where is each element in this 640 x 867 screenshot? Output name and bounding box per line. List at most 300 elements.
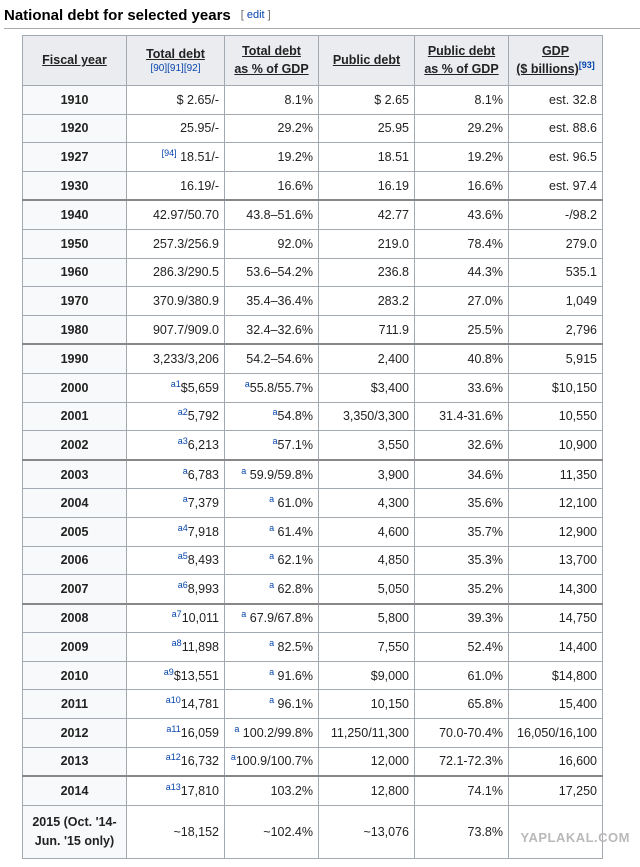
cell-value: 1,049 [565,293,597,308]
cell-value: 43.8–51.6% [246,208,313,223]
cell-total-debt [127,114,225,143]
cell-value: 74.1% [467,784,503,799]
cell-value: 3,350/3,300 [342,409,409,424]
table-row [23,661,603,690]
cell-total-debt-pct [225,633,319,662]
cell-value: 13,700 [558,553,597,568]
table-row [23,287,603,316]
cell-public-debt [319,373,415,402]
cell-value: 42.77 [377,208,409,223]
cell-gdp [509,575,603,604]
cell-gdp [509,431,603,460]
cell-total-debt [127,604,225,633]
footnote-ref[interactable]: a [269,493,275,504]
cell-value: 6,783 [187,467,219,482]
footnote-ref[interactable]: a1 [170,378,181,389]
cell-value: 100.9/100.7% [235,754,313,769]
footnote-ref[interactable]: a9 [163,666,174,677]
cell-total-debt [127,315,225,344]
cell-value: 2003 [60,467,89,482]
cell-public-debt-pct [415,604,509,633]
cell-total-debt [127,171,225,200]
footnote-ref[interactable]: a5 [177,551,188,562]
edit-link[interactable]: edit [246,9,265,21]
header-row [23,36,603,86]
cell-public-debt [319,86,415,115]
cell-total-debt-pct [225,86,319,115]
cell-value: 67.9/67.8% [246,611,313,626]
cell-total-debt-pct [225,344,319,373]
cell-value: 4,600 [377,524,409,539]
cell-value: 65.8% [467,697,503,712]
cell-public-debt-pct [415,114,509,143]
table-row [23,546,603,575]
cell-total-debt-pct [225,143,319,172]
cell-total-debt [127,776,225,805]
cell-total-debt-pct [225,690,319,719]
cell-value: 1910 [60,92,89,107]
cell-total-debt-pct [225,719,319,748]
cell-value: 14,400 [558,640,597,655]
cell-total-debt [127,805,225,858]
cell-value: 219.0 [377,236,409,251]
footnote-ref[interactable]: a [269,666,275,677]
cell-value: 8.1% [474,92,503,107]
cell-total-debt-pct [225,402,319,431]
watermark: YAPLAKAL.COM [520,830,630,845]
cell-value: 61.0% [274,496,313,511]
cell-total-debt [127,229,225,258]
cell-public-debt [319,604,415,633]
cell-value: 16,059 [180,725,219,740]
cell-total-debt [127,344,225,373]
cell-value: 3,233/3,206 [152,352,219,367]
cell-fiscal-year [23,633,127,662]
cell-public-debt-pct [415,690,509,719]
cell-value: 29.2% [467,121,503,136]
cell-value: 82.5% [274,640,313,655]
cell-value: 17,250 [558,784,597,799]
cell-value: 27.0% [467,293,503,308]
cell-value: 18.51 [377,149,409,164]
cell-gdp [509,258,603,287]
footnote-ref[interactable]: a [269,637,275,648]
cell-total-debt-pct [225,489,319,518]
cell-value: 907.7/909.0 [152,322,219,337]
table-row [23,575,603,604]
cell-value: 2010 [60,668,89,683]
cell-value: 70.0-70.4% [439,725,503,740]
cell-fiscal-year [23,86,127,115]
cell-value: 1990 [60,352,89,367]
cell-gdp [509,719,603,748]
cell-gdp [509,114,603,143]
cell-total-debt [127,200,225,229]
cell-fiscal-year [23,690,127,719]
col-total-debt[interactable]: Total debt [90][91][92] [127,36,225,86]
cell-fiscal-year [23,344,127,373]
cell-public-debt [319,143,415,172]
cell-gdp [509,661,603,690]
cell-public-debt [319,114,415,143]
cell-public-debt-pct [415,747,509,776]
cell-value: 5,915 [565,352,597,367]
cell-public-debt [319,719,415,748]
cell-public-debt [319,200,415,229]
table-row [23,200,603,229]
cell-fiscal-year [23,747,127,776]
cell-public-debt-pct [415,229,509,258]
cell-value: 35.6% [467,496,503,511]
cell-public-debt-pct [415,460,509,489]
cell-value: 53.6–54.2% [246,265,313,280]
cell-gdp [509,402,603,431]
cell-value: 12,100 [558,496,597,511]
cell-total-debt-pct [225,575,319,604]
cell-gdp [509,546,603,575]
cell-public-debt-pct [415,200,509,229]
cell-value: 34.6% [467,467,503,482]
cell-fiscal-year [23,546,127,575]
col-total-debt-pct[interactable]: Total debt as % of GDP [225,36,319,86]
cell-total-debt [127,489,225,518]
cell-value: 2012 [60,725,89,740]
header-ref[interactable]: [93] [578,59,595,70]
cell-total-debt-pct [225,258,319,287]
table-row [23,690,603,719]
cell-total-debt [127,575,225,604]
cell-value: 103.2% [270,784,313,799]
cell-public-debt-pct [415,719,509,748]
cell-value: 16.19/- [180,178,219,193]
footnote-ref[interactable]: a [241,465,247,476]
cell-value: 14,750 [558,611,597,626]
cell-value: 11,250/11,300 [330,725,409,740]
col-public-debt-pct[interactable]: Public debt as % of GDP [415,36,509,86]
cell-gdp [509,200,603,229]
cell-value: 100.2/99.8% [239,725,313,740]
header-refs[interactable]: [90][91][92] [150,63,201,75]
footnote-ref[interactable]: a [269,551,275,562]
cell-total-debt-pct [225,373,319,402]
cell-value: 2001 [60,409,89,424]
section-heading [4,0,271,30]
cell-total-debt-pct [225,517,319,546]
cell-value: $9,000 [370,668,409,683]
cell-fiscal-year [23,489,127,518]
cell-public-debt [319,460,415,489]
cell-total-debt-pct [225,171,319,200]
cell-value: 54.2–54.6% [246,352,313,367]
footnote-ref[interactable]: a [269,695,275,706]
table-row [23,344,603,373]
cell-fiscal-year [23,661,127,690]
cell-fiscal-year [23,114,127,143]
cell-value: 40.8% [467,352,503,367]
footnote-ref[interactable]: a7 [171,609,182,620]
cell-gdp [509,460,603,489]
table-row [23,258,603,287]
cell-value: 286.3/290.5 [152,265,219,280]
col-public-debt[interactable]: Public debt [319,36,415,86]
cell-value: 257.3/256.9 [152,236,219,251]
section-title: National debt for selected years [4,6,231,24]
cell-value: ~18,152 [173,824,219,839]
cell-value: 1960 [60,265,89,280]
cell-gdp [509,633,603,662]
cell-fiscal-year [23,776,127,805]
cell-total-debt [127,661,225,690]
cell-total-debt [127,143,225,172]
cell-value: 29.2% [277,121,313,136]
cell-value: 2,796 [565,322,597,337]
cell-value: 16,050/16,100 [517,725,597,740]
table-row [23,171,603,200]
cell-value: 59.9/59.8% [246,467,313,482]
footnote-ref[interactable]: a10 [165,695,181,706]
cell-value: 16,732 [180,754,219,769]
footnote-ref[interactable]: a [272,435,278,446]
cell-gdp [509,690,603,719]
cell-value: 73.8% [467,824,503,839]
footnote-ref[interactable]: a3 [177,435,188,446]
cell-value: 5,792 [187,409,219,424]
cell-fiscal-year [23,143,127,172]
footnote-ref[interactable]: a11 [166,723,181,734]
cell-gdp [509,373,603,402]
cell-value: 54.8% [277,409,313,424]
cell-value: 14,781 [180,697,219,712]
edit-section: [ edit ] [240,9,271,21]
cell-total-debt-pct [225,546,319,575]
cell-total-debt [127,373,225,402]
cell-value: 55.8/55.7% [249,380,313,395]
cell-total-debt-pct [225,114,319,143]
cell-value: 52.4% [467,640,503,655]
cell-value: 10,150 [370,697,409,712]
cell-value: $ 2.65/- [176,92,219,107]
cell-value: 2008 [60,611,89,626]
cell-total-debt [127,546,225,575]
col-gdp[interactable]: GDP ($ billions)[93] [509,36,603,86]
cell-public-debt-pct [415,633,509,662]
table-row [23,633,603,662]
footnote-ref[interactable]: a [272,407,278,418]
cell-value: 57.1% [277,437,313,452]
cell-fiscal-year [23,517,127,546]
cell-value: 25.95 [377,121,409,136]
cell-value: 236.8 [377,265,409,280]
table-row [23,431,603,460]
cell-public-debt-pct [415,776,509,805]
cell-total-debt [127,431,225,460]
cell-value: 18.51/- [176,149,219,164]
footnote-ref[interactable]: a [230,752,236,763]
cell-value: 1980 [60,322,89,337]
cell-value: 39.3% [467,611,503,626]
cell-fiscal-year [23,460,127,489]
footnote-ref[interactable]: a [269,522,275,533]
footnote-ref[interactable]: a [182,493,188,504]
cell-value: 2013 [60,754,89,769]
cell-gdp [509,747,603,776]
cell-value: 7,550 [377,640,409,655]
cell-gdp [509,287,603,316]
col-fiscal-year[interactable]: Fiscal year [23,36,127,86]
cell-value: 14,300 [558,581,597,596]
national-debt-table [22,35,603,859]
cell-gdp [509,229,603,258]
cell-public-debt [319,661,415,690]
cell-value: 2000 [60,380,89,395]
cell-fiscal-year [23,200,127,229]
cell-public-debt [319,805,415,858]
cell-value: 16.19 [377,178,409,193]
footnote-ref[interactable]: a [234,723,240,734]
cell-public-debt-pct [415,373,509,402]
cell-public-debt [319,229,415,258]
table-row [23,747,603,776]
cell-public-debt [319,489,415,518]
cell-public-debt-pct [415,517,509,546]
cell-total-debt-pct [225,776,319,805]
cell-total-debt-pct [225,431,319,460]
cell-fiscal-year [23,315,127,344]
cell-value: 7,379 [187,496,219,511]
cell-total-debt-pct [225,661,319,690]
table-row [23,489,603,518]
footnote-ref[interactable]: a [241,609,247,620]
cell-public-debt [319,546,415,575]
cell-value: 43.6% [467,208,503,223]
footnote-ref[interactable]: a [244,378,250,389]
cell-value: 10,550 [558,409,597,424]
cell-public-debt-pct [415,431,509,460]
cell-value: 25.95/- [180,121,219,136]
cell-value: $ 2.65 [374,92,409,107]
cell-public-debt [319,431,415,460]
cell-value: 8.1% [284,92,313,107]
cell-value: 72.1-72.3% [439,754,503,769]
cell-value: 62.8% [274,581,313,596]
cell-value: $3,400 [370,380,409,395]
cell-value: 2011 [60,697,89,712]
cell-gdp [509,517,603,546]
cell-value: est. 96.5 [549,149,597,164]
cell-value: 32.6% [467,437,503,452]
footnote-ref[interactable]: a12 [165,752,181,763]
cell-value: 8,993 [187,581,219,596]
footnote-ref[interactable]: a13 [165,781,181,792]
footnote-ref[interactable]: a [182,465,188,476]
cell-value: 2005 [60,524,89,539]
cell-value: 4,300 [377,496,409,511]
cell-value: 3,900 [377,467,409,482]
cell-value: 535.1 [565,265,597,280]
cell-value: 35.7% [467,524,503,539]
cell-value: 33.6% [467,380,503,395]
cell-public-debt-pct [415,143,509,172]
cell-total-debt [127,747,225,776]
table-row [23,229,603,258]
cell-public-debt-pct [415,287,509,316]
cell-gdp [509,344,603,373]
cell-total-debt [127,86,225,115]
cell-value: 711.9 [378,322,409,337]
cell-value: 2004 [60,496,89,511]
cell-total-debt [127,258,225,287]
cell-public-debt-pct [415,661,509,690]
footnote-ref[interactable]: a4 [177,522,188,533]
cell-total-debt [127,402,225,431]
table-row [23,315,603,344]
cell-public-debt [319,287,415,316]
cell-value: 15,400 [558,697,597,712]
cell-value: 12,800 [370,784,409,799]
cell-public-debt [319,402,415,431]
cell-value: 12,900 [558,524,597,539]
table-row [23,719,603,748]
footnote-ref[interactable]: a [269,579,275,590]
cell-public-debt-pct [415,489,509,518]
cell-public-debt [319,776,415,805]
table-row [23,114,603,143]
cell-value: 6,213 [187,437,219,452]
cell-value: 2007 [60,581,89,596]
cell-value: 2006 [60,553,89,568]
cell-value: 7,918 [187,524,219,539]
cell-value: 1920 [60,121,89,136]
cell-fiscal-year [23,258,127,287]
cell-value: 17,810 [180,784,219,799]
cell-public-debt [319,344,415,373]
cell-total-debt [127,287,225,316]
footnote-ref[interactable]: a2 [177,407,188,418]
footnote-ref[interactable]: a8 [171,637,182,648]
cell-fiscal-year [23,575,127,604]
cell-total-debt [127,719,225,748]
cell-fiscal-year [23,719,127,748]
cell-public-debt-pct [415,805,509,858]
table-row [23,373,603,402]
cell-value: 4,850 [377,553,409,568]
cell-total-debt-pct [225,460,319,489]
cell-public-debt [319,315,415,344]
cell-value: 61.0% [467,668,503,683]
cell-total-debt [127,460,225,489]
cell-value: 16,600 [558,754,597,769]
cell-value: 19.2% [467,149,503,164]
cell-value: $10,150 [551,380,597,395]
footnote-ref[interactable]: [94] [161,147,177,158]
cell-value: 3,550 [377,437,409,452]
cell-value: $5,659 [180,380,219,395]
table-row [23,776,603,805]
cell-value: 25.5% [467,322,503,337]
cell-total-debt-pct [225,315,319,344]
table-row [23,604,603,633]
cell-total-debt-pct [225,805,319,858]
cell-total-debt [127,690,225,719]
cell-value: 92.0% [277,236,313,251]
cell-gdp [509,86,603,115]
table-row [23,460,603,489]
cell-total-debt-pct [225,604,319,633]
cell-public-debt [319,258,415,287]
cell-fiscal-year [23,604,127,633]
footnote-ref[interactable]: a6 [177,579,188,590]
cell-value: est. 88.6 [549,121,597,136]
